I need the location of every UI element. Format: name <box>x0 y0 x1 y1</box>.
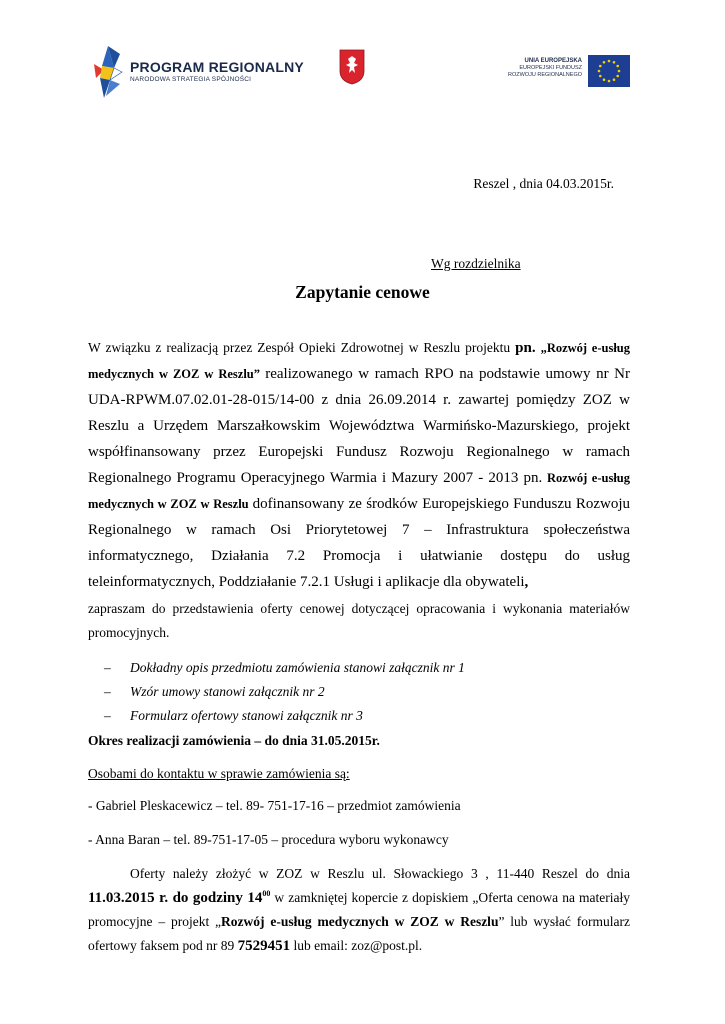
program-regionalny-star-icon <box>92 44 124 100</box>
eu-flag-icon <box>588 55 630 87</box>
invitation-line: promocyjnych. <box>88 625 170 640</box>
letterhead <box>0 0 725 110</box>
contact-item: - Gabriel Pleskacewicz – tel. 89- 751-17-16 – przedmiot zamówienia <box>88 798 461 813</box>
intro-line: UDA-RPWM.07.02.01-28-015/14-00 z dnia 26.09.2014 r. zawartej pomiędzy ZOZ w <box>88 392 630 408</box>
completion-period: Okres realizacji zamówienia – do dnia 31.05.2015r. <box>88 733 380 748</box>
intro-line: teleinformatycznych, Poddziałanie 7.2.1 Usługi i aplikacje dla obywateli, <box>88 574 529 590</box>
intro-line: współfinansowany przez Europejski Fundusz Rozwoju Regionalnego w ramach <box>88 444 630 460</box>
invitation-line: zapraszam do przedstawienia oferty cenowej dotyczącej opracowania i wykonania materiałów <box>88 601 630 616</box>
intro-line: Regionalnego Programu Operacyjnego Warmia i Mazury 2007 - 2013 pn. Rozwój e-usług <box>88 470 630 486</box>
attachments-list <box>104 656 465 728</box>
document-title: Zapytanie cenowe <box>295 282 430 302</box>
submission-line: Oferty należy złożyć w ZOZ w Reszlu ul. Słowackiego 3 , 11-440 Reszel do dnia <box>130 866 630 881</box>
intro-line: medycznych w ZOZ w Reszlu dofinansowany ze środków Europejskiego Funduszu Rozwoju <box>88 496 631 512</box>
recipient-line: Wg rozdzielnika <box>431 256 521 271</box>
submission-line: 11.03.2015 r. do godziny $14^{00}$ w zamkniętej kopercie z dopiskiem „Oferta cenowa na materiały <box>88 889 631 906</box>
list-item: – Formularz ofertowy stanowi załącznik nr 3 <box>104 708 363 723</box>
eu-title: UNIA EUROPEJSKA <box>524 58 582 64</box>
submission-line: promocyjne – projekt „Rozwój e-usług medycznych w ZOZ w Reszlu” lub wysłać formularz <box>88 914 630 929</box>
eu-fund-line2: ROZWOJU REGIONALNEGO <box>508 72 582 78</box>
intro-line: medycznych w ZOZ w Reszlu” realizowanego w ramach RPO na podstawie umowy nr Nr <box>88 366 631 382</box>
list-item: – Wzór umowy stanowi załącznik nr 2 <box>104 684 325 699</box>
intro-line: informatycznego, Działania 7.2 Promocja i ułatwianie dostępu do usług <box>88 548 630 564</box>
intro-line: W związku z realizacją przez Zespół Opieki Zdrowotnej w Reszlu projektu pn. „Rozwój e-usług <box>88 340 631 356</box>
program-regionalny-logo <box>92 44 304 100</box>
contact-item: - Anna Baran – tel. 89-751-17-05 – procedura wyboru wykonawcy <box>88 832 449 847</box>
invitation-paragraph <box>88 597 630 645</box>
program-title: PROGRAM REGIONALNY <box>130 59 304 75</box>
submission-paragraph <box>88 862 630 958</box>
document-date: Reszel , dnia 04.03.2015r. <box>473 176 614 191</box>
contacts-heading: Osobami do kontaktu w sprawie zamówienia są: <box>88 766 350 781</box>
submission-line: ofertowy faksem pod nr 89 7529451 lub email: zoz@post.pl. <box>88 938 423 954</box>
intro-line: Regionalnego w ramach Osi Priorytetowej 7 – Infrastruktura społeczeństwa <box>88 522 630 538</box>
intro-line: Reszlu a Urzędem Marszałkowskim Województwa Warmińsko-Mazurskiego, projekt <box>88 418 630 434</box>
eu-logo <box>490 55 630 89</box>
list-item: – Dokładny opis przedmiotu zamówienia stanowi załącznik nr 1 <box>104 660 465 675</box>
intro-paragraph <box>88 335 630 595</box>
program-subtitle: NARODOWA STRATEGIA SPÓJNOŚCI <box>130 76 252 83</box>
eu-fund-line1: EUROPEJSKI FUNDUSZ <box>519 65 582 71</box>
voivodeship-crest-icon <box>339 49 365 85</box>
